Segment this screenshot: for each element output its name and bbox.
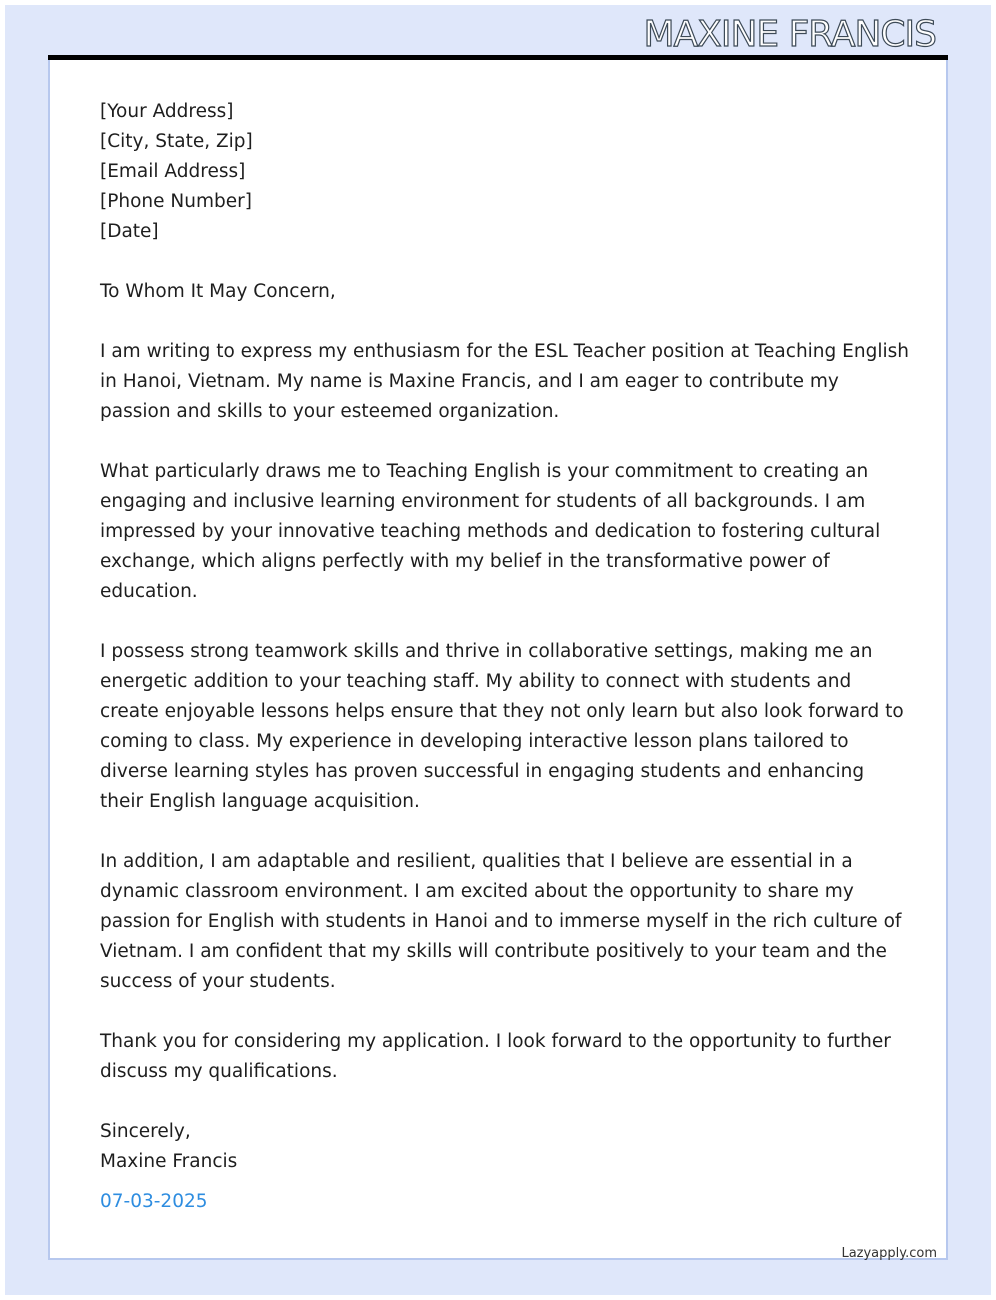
closing-block <box>100 1117 910 1217</box>
closing: Sincerely, <box>100 1121 191 1142</box>
applicant-name-heading: MAXINE FRANCIS <box>643 14 936 55</box>
sender-phone: [Phone Number] <box>100 191 252 212</box>
letter-body <box>100 97 910 1217</box>
salutation: To Whom It May Concern, <box>100 281 336 302</box>
signature-name: Maxine Francis <box>100 1151 238 1172</box>
body-paragraph: I am writing to express my enthusiasm for the ESL Teacher position at Teaching English in Hanoi, Vietnam. My name is Maxine Francis, and I am eager to contribute my passion and skills to your esteemed organization. <box>100 341 909 422</box>
sender-date: [Date] <box>100 221 159 242</box>
sender-city-state-zip: [City, State, Zip] <box>100 131 253 152</box>
letter-date: 07-03-2025 <box>100 1191 208 1212</box>
body-paragraph: I possess strong teamwork skills and thrive in collaborative settings, making me an energetic addition to your teaching staff. My ability to connect with students and create enjoyable lessons helps ensure that they not only learn but also look forward to coming to class. My experience in developing interactive lesson plans tailored to diverse learning styles has proven successful in engaging students and enhancing their English language acquisition. <box>100 641 904 812</box>
body-paragraph: What particularly draws me to Teaching English is your commitment to creating an engaging and inclusive learning environment for students of all backgrounds. I am impressed by your innovative teaching methods and dedication to fostering cultural exchange, which aligns perfectly with my belief in the transformative power of education. <box>100 461 881 602</box>
footer-site-link[interactable]: Lazyapply.com <box>841 1246 937 1261</box>
sender-block <box>100 97 910 247</box>
sender-address: [Your Address] <box>100 101 234 122</box>
body-paragraph: Thank you for considering my application. I look forward to the opportunity to further discuss my qualifications. <box>100 1031 891 1082</box>
sender-email: [Email Address] <box>100 161 246 182</box>
body-paragraph: In addition, I am adaptable and resilient, qualities that I believe are essential in a dynamic classroom environment. I am excited about the opportunity to share my passion for English with students in Hanoi and to immerse myself in the rich culture of Vietnam. I am confident that my skills will contribute positively to your team and the success of your students. <box>100 851 902 992</box>
